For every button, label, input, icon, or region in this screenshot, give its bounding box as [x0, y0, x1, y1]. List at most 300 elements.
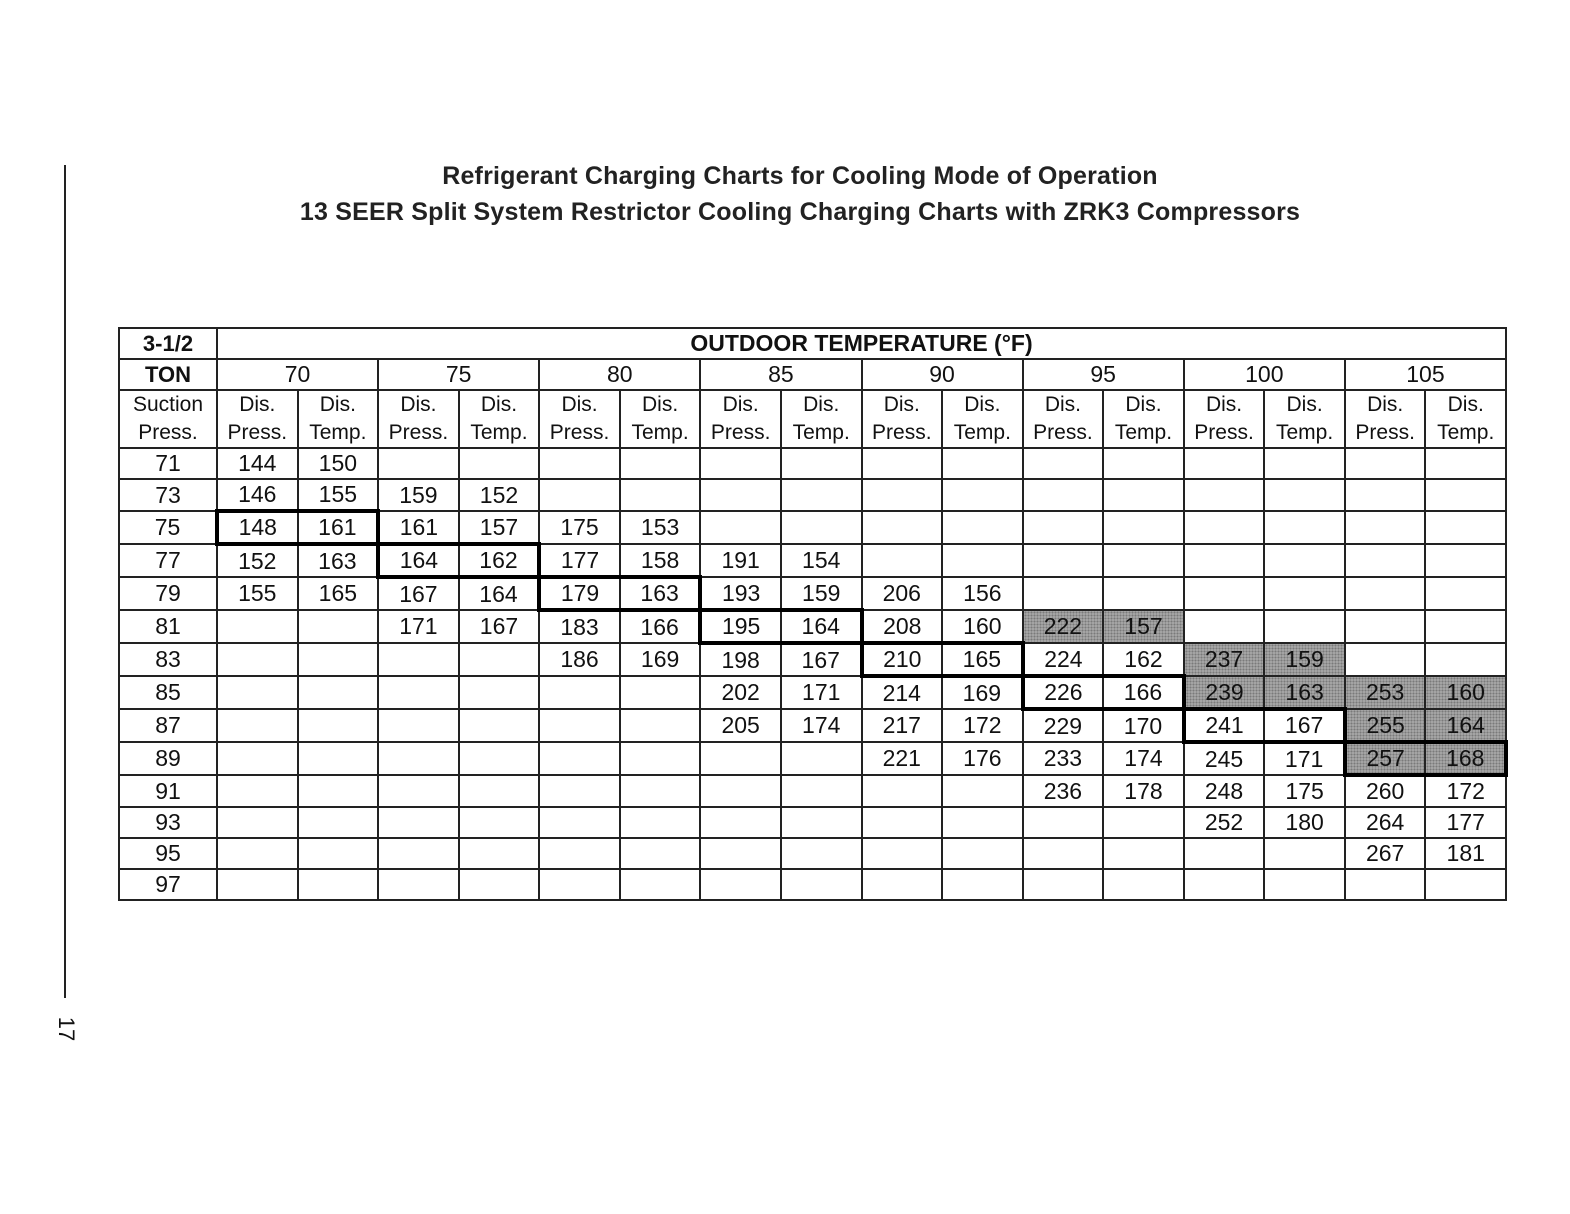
dis-press-header-top: Dis.: [1044, 393, 1081, 416]
discharge-pressure-cell: 229: [1023, 709, 1104, 742]
discharge-pressure-cell: 159: [378, 479, 459, 511]
discharge-temperature-cell: 155: [298, 479, 379, 511]
discharge-temperature-cell: [1264, 511, 1345, 544]
discharge-pressure-cell: 191: [700, 544, 781, 577]
discharge-pressure-cell: [1023, 544, 1104, 577]
dis-temp-header-bottom: Temp.: [1276, 421, 1334, 444]
table-row: [119, 742, 1506, 775]
discharge-pressure-cell: [217, 775, 298, 807]
dis-temp-header: [1264, 390, 1345, 448]
discharge-temperature-cell: [1425, 577, 1506, 610]
table-row: [119, 610, 1506, 643]
discharge-pressure-cell: [378, 869, 459, 900]
discharge-temperature-cell: [1103, 869, 1184, 900]
discharge-temperature-cell: [459, 742, 540, 775]
discharge-temperature-cell: 165: [942, 643, 1023, 676]
discharge-temperature-cell: [1425, 544, 1506, 577]
discharge-temperature-cell: [620, 838, 701, 869]
discharge-pressure-cell: 155: [217, 577, 298, 610]
discharge-temperature-cell: [942, 869, 1023, 900]
outdoor-temp-6: 100: [1184, 359, 1345, 390]
discharge-pressure-cell: 221: [862, 742, 943, 775]
discharge-temperature-cell: [298, 676, 379, 709]
discharge-pressure-cell: [862, 479, 943, 511]
charging-chart-table: [118, 327, 1508, 901]
suction-header-bottom: Press.: [138, 421, 198, 444]
dis-press-header-top: Dis.: [239, 393, 276, 416]
table-row: [119, 511, 1506, 544]
discharge-temperature-cell: [1425, 869, 1506, 900]
discharge-temperature-cell: 164: [1425, 709, 1506, 742]
suction-pressure-cell: 79: [119, 577, 217, 610]
dis-temp-header-bottom: Temp.: [1437, 421, 1495, 444]
table-row: [119, 838, 1506, 869]
discharge-temperature-cell: 174: [781, 709, 862, 742]
discharge-temperature-cell: [781, 742, 862, 775]
discharge-pressure-cell: [539, 479, 620, 511]
dis-temp-header: [620, 390, 701, 448]
discharge-pressure-cell: 177: [539, 544, 620, 577]
discharge-temperature-cell: [298, 838, 379, 869]
discharge-pressure-cell: 179: [539, 577, 620, 610]
discharge-temperature-cell: 167: [781, 643, 862, 676]
discharge-temperature-cell: 158: [620, 544, 701, 577]
discharge-pressure-cell: 264: [1345, 807, 1426, 838]
dis-temp-header-bottom: Temp.: [470, 421, 528, 444]
discharge-pressure-cell: [1345, 544, 1426, 577]
discharge-temperature-cell: 172: [1425, 775, 1506, 807]
discharge-temperature-cell: 171: [1264, 742, 1345, 775]
discharge-pressure-cell: [378, 643, 459, 676]
discharge-pressure-cell: 175: [539, 511, 620, 544]
dis-press-header-top: Dis.: [400, 393, 437, 416]
chart-titles: [0, 158, 1570, 230]
margin-rule: [64, 165, 66, 998]
discharge-temperature-cell: [781, 511, 862, 544]
discharge-pressure-cell: [1184, 448, 1265, 479]
discharge-pressure-cell: [539, 448, 620, 479]
suction-header: [119, 390, 217, 448]
discharge-temperature-cell: 162: [459, 544, 540, 577]
discharge-pressure-cell: 164: [378, 544, 459, 577]
discharge-temperature-cell: [1103, 838, 1184, 869]
discharge-pressure-cell: [539, 869, 620, 900]
outdoor-temp-4: 90: [862, 359, 1023, 390]
discharge-pressure-cell: 161: [378, 511, 459, 544]
dis-press-header-bottom: Press.: [872, 421, 932, 444]
discharge-pressure-cell: [1345, 577, 1426, 610]
discharge-temperature-cell: 163: [298, 544, 379, 577]
discharge-pressure-cell: 237: [1184, 643, 1265, 676]
discharge-pressure-cell: [1345, 610, 1426, 643]
table-row: [119, 544, 1506, 577]
discharge-temperature-cell: 171: [781, 676, 862, 709]
discharge-pressure-cell: [217, 610, 298, 643]
discharge-pressure-cell: 208: [862, 610, 943, 643]
discharge-pressure-cell: 152: [217, 544, 298, 577]
table-row: [119, 775, 1506, 807]
size-label-bottom: TON: [119, 359, 217, 390]
dis-press-header-top: Dis.: [722, 393, 759, 416]
outdoor-temp-1: 75: [378, 359, 539, 390]
discharge-temperature-cell: 159: [781, 577, 862, 610]
discharge-temperature-cell: [1103, 479, 1184, 511]
table-row: [119, 479, 1506, 511]
discharge-pressure-cell: [1023, 807, 1104, 838]
discharge-pressure-cell: [1184, 577, 1265, 610]
discharge-pressure-cell: [217, 869, 298, 900]
discharge-temperature-cell: [1425, 511, 1506, 544]
dis-press-header: [1345, 390, 1426, 448]
suction-pressure-cell: 73: [119, 479, 217, 511]
discharge-temperature-cell: [298, 807, 379, 838]
suction-pressure-cell: 83: [119, 643, 217, 676]
discharge-temperature-cell: 161: [298, 511, 379, 544]
header-row-1: [119, 328, 1506, 359]
discharge-temperature-cell: [1264, 479, 1345, 511]
discharge-temperature-cell: 169: [942, 676, 1023, 709]
discharge-temperature-cell: [459, 775, 540, 807]
discharge-pressure-cell: [1023, 511, 1104, 544]
discharge-pressure-cell: [378, 807, 459, 838]
discharge-temperature-cell: 168: [1425, 742, 1506, 775]
discharge-temperature-cell: [942, 544, 1023, 577]
discharge-pressure-cell: 183: [539, 610, 620, 643]
discharge-pressure-cell: [378, 838, 459, 869]
discharge-temperature-cell: 172: [942, 709, 1023, 742]
discharge-temperature-cell: 167: [459, 610, 540, 643]
suction-pressure-cell: 81: [119, 610, 217, 643]
discharge-pressure-cell: 193: [700, 577, 781, 610]
discharge-pressure-cell: [217, 838, 298, 869]
discharge-temperature-cell: [1103, 807, 1184, 838]
discharge-pressure-cell: 233: [1023, 742, 1104, 775]
discharge-pressure-cell: [700, 479, 781, 511]
dis-temp-header: [1425, 390, 1506, 448]
dis-temp-header-bottom: Temp.: [1114, 421, 1173, 444]
suction-pressure-cell: 71: [119, 448, 217, 479]
discharge-pressure-cell: [862, 544, 943, 577]
discharge-temperature-cell: [942, 479, 1023, 511]
discharge-temperature-cell: [781, 869, 862, 900]
outdoor-temp-7: 105: [1345, 359, 1506, 390]
discharge-pressure-cell: [862, 807, 943, 838]
discharge-pressure-cell: 186: [539, 643, 620, 676]
dis-press-header-bottom: Press.: [1194, 421, 1254, 444]
discharge-pressure-cell: 248: [1184, 775, 1265, 807]
discharge-pressure-cell: 148: [217, 511, 298, 544]
discharge-pressure-cell: [700, 869, 781, 900]
discharge-pressure-cell: 171: [378, 610, 459, 643]
dis-temp-header-bottom: Temp.: [953, 421, 1011, 444]
discharge-pressure-cell: 206: [862, 577, 943, 610]
dis-press-header: [1023, 390, 1104, 448]
discharge-pressure-cell: [378, 775, 459, 807]
discharge-temperature-cell: [1103, 511, 1184, 544]
discharge-pressure-cell: 146: [217, 479, 298, 511]
discharge-pressure-cell: 260: [1345, 775, 1426, 807]
table-row: [119, 448, 1506, 479]
dis-temp-header-bottom: Temp.: [792, 421, 850, 444]
discharge-temperature-cell: [620, 807, 701, 838]
discharge-pressure-cell: [700, 448, 781, 479]
discharge-temperature-cell: [1264, 577, 1345, 610]
suction-pressure-cell: 93: [119, 807, 217, 838]
discharge-pressure-cell: [700, 742, 781, 775]
discharge-pressure-cell: [539, 742, 620, 775]
discharge-temperature-cell: [781, 807, 862, 838]
discharge-pressure-cell: 167: [378, 577, 459, 610]
dis-temp-header-top: Dis.: [480, 393, 518, 416]
discharge-pressure-cell: [862, 775, 943, 807]
discharge-pressure-cell: 202: [700, 676, 781, 709]
suction-pressure-cell: 89: [119, 742, 217, 775]
outdoor-temp-2: 80: [539, 359, 700, 390]
discharge-temperature-cell: [942, 775, 1023, 807]
discharge-temperature-cell: 157: [459, 511, 540, 544]
dis-press-header: [700, 390, 781, 448]
discharge-pressure-cell: [539, 676, 620, 709]
discharge-temperature-cell: 152: [459, 479, 540, 511]
discharge-pressure-cell: [1184, 610, 1265, 643]
discharge-temperature-cell: 166: [620, 610, 701, 643]
discharge-pressure-cell: [1023, 479, 1104, 511]
discharge-temperature-cell: [1264, 544, 1345, 577]
dis-press-header-bottom: Press.: [1033, 421, 1093, 444]
discharge-pressure-cell: 241: [1184, 709, 1265, 742]
discharge-temperature-cell: 176: [942, 742, 1023, 775]
size-label-top: 3-1/2: [119, 328, 217, 359]
discharge-temperature-cell: 169: [620, 643, 701, 676]
discharge-pressure-cell: [1184, 869, 1265, 900]
discharge-temperature-cell: 164: [781, 610, 862, 643]
outdoor-temperature-header: OUTDOOR TEMPERATURE (°F): [217, 328, 1506, 359]
discharge-pressure-cell: 257: [1345, 742, 1426, 775]
discharge-pressure-cell: [700, 807, 781, 838]
discharge-pressure-cell: 245: [1184, 742, 1265, 775]
table-row: [119, 676, 1506, 709]
discharge-temperature-cell: [298, 709, 379, 742]
discharge-temperature-cell: 156: [942, 577, 1023, 610]
discharge-temperature-cell: [459, 709, 540, 742]
discharge-pressure-cell: [539, 807, 620, 838]
discharge-pressure-cell: [1345, 479, 1426, 511]
discharge-pressure-cell: 214: [862, 676, 943, 709]
suction-pressure-cell: 85: [119, 676, 217, 709]
outdoor-temp-5: 95: [1023, 359, 1184, 390]
discharge-temperature-cell: [781, 775, 862, 807]
discharge-temperature-cell: [298, 610, 379, 643]
discharge-pressure-cell: [217, 709, 298, 742]
discharge-pressure-cell: [217, 742, 298, 775]
dis-press-header-bottom: Press.: [1355, 421, 1415, 444]
dis-temp-header-top: Dis.: [1447, 393, 1484, 416]
discharge-temperature-cell: [298, 775, 379, 807]
discharge-pressure-cell: [700, 838, 781, 869]
discharge-temperature-cell: [1103, 448, 1184, 479]
discharge-temperature-cell: 177: [1425, 807, 1506, 838]
discharge-temperature-cell: 178: [1103, 775, 1184, 807]
discharge-temperature-cell: [781, 448, 862, 479]
suction-pressure-cell: 95: [119, 838, 217, 869]
discharge-temperature-cell: 163: [620, 577, 701, 610]
table-row: [119, 869, 1506, 900]
table-row: [119, 709, 1506, 742]
discharge-pressure-cell: 210: [862, 643, 943, 676]
discharge-pressure-cell: [862, 869, 943, 900]
discharge-temperature-cell: [1425, 643, 1506, 676]
table-row: [119, 643, 1506, 676]
discharge-temperature-cell: 167: [1264, 709, 1345, 742]
discharge-temperature-cell: [620, 742, 701, 775]
discharge-temperature-cell: 160: [1425, 676, 1506, 709]
discharge-pressure-cell: [700, 511, 781, 544]
discharge-pressure-cell: 267: [1345, 838, 1426, 869]
dis-temp-header: [1103, 390, 1184, 448]
dis-press-header-bottom: Press.: [227, 421, 288, 444]
discharge-pressure-cell: 222: [1023, 610, 1104, 643]
discharge-pressure-cell: [1023, 577, 1104, 610]
dis-press-header: [217, 390, 298, 448]
discharge-temperature-cell: [1264, 869, 1345, 900]
discharge-pressure-cell: [378, 676, 459, 709]
dis-press-header-top: Dis.: [1205, 393, 1243, 416]
discharge-pressure-cell: [378, 709, 459, 742]
suction-pressure-cell: 91: [119, 775, 217, 807]
discharge-pressure-cell: [1184, 838, 1265, 869]
discharge-temperature-cell: [459, 448, 540, 479]
page-number: 17: [54, 1016, 79, 1042]
outdoor-temp-3: 85: [700, 359, 861, 390]
dis-press-header: [862, 390, 943, 448]
discharge-temperature-cell: [1425, 610, 1506, 643]
suction-pressure-cell: 77: [119, 544, 217, 577]
dis-temp-header-top: Dis.: [1286, 393, 1323, 416]
discharge-temperature-cell: 153: [620, 511, 701, 544]
discharge-pressure-cell: [539, 775, 620, 807]
dis-press-header-top: Dis.: [1367, 393, 1404, 416]
discharge-temperature-cell: 181: [1425, 838, 1506, 869]
discharge-temperature-cell: [1425, 479, 1506, 511]
dis-temp-header-top: Dis.: [1125, 393, 1162, 416]
discharge-pressure-cell: [1023, 869, 1104, 900]
discharge-temperature-cell: [459, 676, 540, 709]
discharge-temperature-cell: 165: [298, 577, 379, 610]
discharge-pressure-cell: [1023, 838, 1104, 869]
page-title: Refrigerant Charging Charts for Cooling Mode of Operation: [442, 162, 1158, 190]
discharge-pressure-cell: [1184, 544, 1265, 577]
discharge-pressure-cell: [539, 838, 620, 869]
discharge-pressure-cell: [378, 742, 459, 775]
discharge-temperature-cell: 164: [459, 577, 540, 610]
dis-temp-header-bottom: Temp.: [309, 421, 367, 444]
discharge-temperature-cell: [1425, 448, 1506, 479]
discharge-temperature-cell: [781, 479, 862, 511]
dis-temp-header-bottom: Temp.: [631, 421, 689, 444]
discharge-temperature-cell: [298, 643, 379, 676]
dis-temp-header-top: Dis.: [964, 393, 1001, 416]
discharge-pressure-cell: [862, 511, 943, 544]
discharge-temperature-cell: [1264, 448, 1345, 479]
dis-press-header-top: Dis.: [883, 393, 920, 416]
discharge-temperature-cell: [942, 448, 1023, 479]
discharge-pressure-cell: 198: [700, 643, 781, 676]
discharge-pressure-cell: [1345, 643, 1426, 676]
dis-press-header-bottom: Press.: [388, 421, 449, 444]
discharge-temperature-cell: [1103, 544, 1184, 577]
discharge-pressure-cell: 224: [1023, 643, 1104, 676]
discharge-temperature-cell: [942, 511, 1023, 544]
dis-temp-header-top: Dis.: [642, 393, 679, 416]
discharge-pressure-cell: [700, 775, 781, 807]
discharge-temperature-cell: [1264, 610, 1345, 643]
suction-pressure-cell: 75: [119, 511, 217, 544]
discharge-temperature-cell: [620, 709, 701, 742]
discharge-temperature-cell: 162: [1103, 643, 1184, 676]
outdoor-temp-0: 70: [217, 359, 378, 390]
discharge-temperature-cell: [781, 838, 862, 869]
discharge-pressure-cell: 252: [1184, 807, 1265, 838]
discharge-pressure-cell: [1345, 869, 1426, 900]
table-row: [119, 577, 1506, 610]
discharge-pressure-cell: 205: [700, 709, 781, 742]
discharge-pressure-cell: 239: [1184, 676, 1265, 709]
discharge-temperature-cell: [620, 869, 701, 900]
suction-pressure-cell: 97: [119, 869, 217, 900]
discharge-temperature-cell: 175: [1264, 775, 1345, 807]
suction-header-top: Suction: [132, 393, 204, 416]
discharge-temperature-cell: [620, 448, 701, 479]
dis-press-header: [378, 390, 459, 448]
discharge-temperature-cell: [620, 676, 701, 709]
discharge-temperature-cell: 180: [1264, 807, 1345, 838]
discharge-temperature-cell: [298, 869, 379, 900]
discharge-temperature-cell: [620, 775, 701, 807]
discharge-temperature-cell: [459, 838, 540, 869]
dis-press-header-bottom: Press.: [710, 421, 771, 444]
discharge-pressure-cell: 144: [217, 448, 298, 479]
discharge-pressure-cell: [217, 807, 298, 838]
discharge-pressure-cell: [1345, 448, 1426, 479]
dis-temp-header: [942, 390, 1023, 448]
discharge-pressure-cell: 253: [1345, 676, 1426, 709]
discharge-temperature-cell: [942, 838, 1023, 869]
discharge-pressure-cell: 226: [1023, 676, 1104, 709]
discharge-temperature-cell: [298, 742, 379, 775]
discharge-temperature-cell: 150: [298, 448, 379, 479]
discharge-pressure-cell: 195: [700, 610, 781, 643]
discharge-pressure-cell: [1023, 448, 1104, 479]
discharge-temperature-cell: 157: [1103, 610, 1184, 643]
discharge-temperature-cell: 166: [1103, 676, 1184, 709]
dis-temp-header: [781, 390, 862, 448]
discharge-pressure-cell: 255: [1345, 709, 1426, 742]
discharge-pressure-cell: 236: [1023, 775, 1104, 807]
dis-press-header: [539, 390, 620, 448]
discharge-pressure-cell: [539, 709, 620, 742]
discharge-pressure-cell: [378, 448, 459, 479]
suction-pressure-cell: 87: [119, 709, 217, 742]
discharge-temperature-cell: 170: [1103, 709, 1184, 742]
header-row-3: [119, 390, 1506, 448]
discharge-temperature-cell: [459, 807, 540, 838]
discharge-temperature-cell: [942, 807, 1023, 838]
discharge-pressure-cell: [1345, 511, 1426, 544]
discharge-temperature-cell: 160: [942, 610, 1023, 643]
page-subtitle: 13 SEER Split System Restrictor Cooling Charging Charts with ZRK3 Compressors: [299, 198, 1301, 226]
dis-temp-header-top: Dis.: [319, 393, 356, 416]
discharge-temperature-cell: [459, 869, 540, 900]
